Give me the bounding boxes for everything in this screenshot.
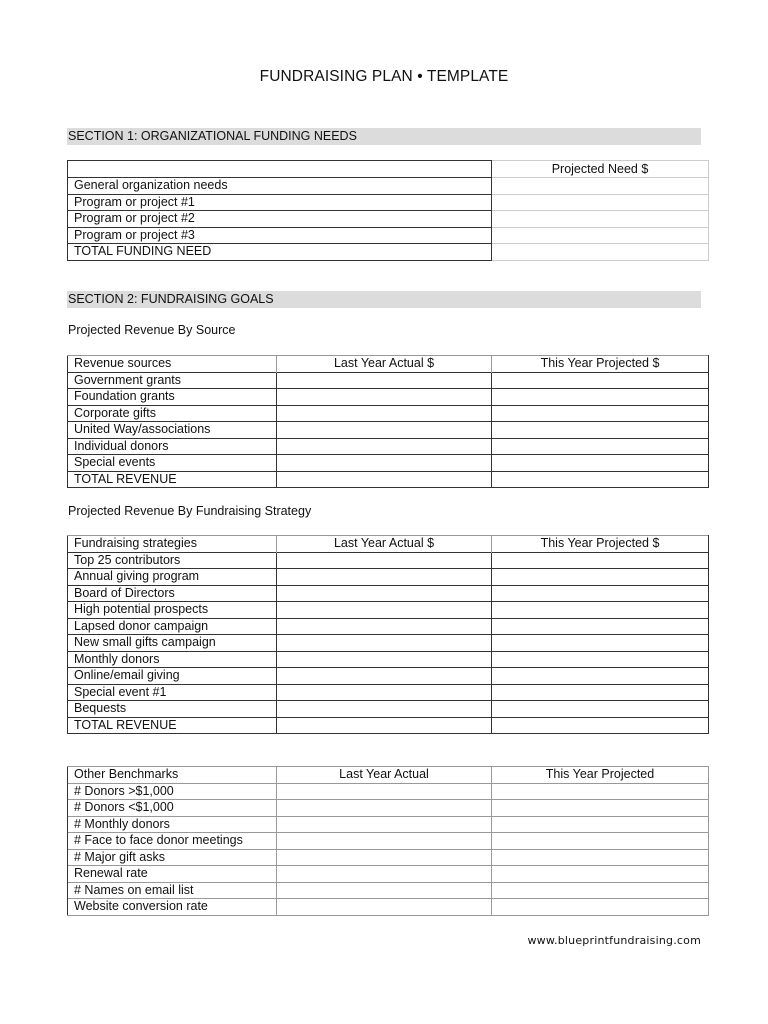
header-projected-need: Projected Need $ xyxy=(492,161,709,178)
funding-needs-table xyxy=(67,160,709,261)
table-row xyxy=(68,227,709,244)
this-year-cell[interactable] xyxy=(492,866,709,883)
last-year-cell[interactable] xyxy=(277,585,492,602)
this-year-cell[interactable] xyxy=(492,833,709,850)
table-row xyxy=(68,849,709,866)
table-header-row xyxy=(68,536,709,553)
table-row xyxy=(68,635,709,652)
this-year-cell[interactable] xyxy=(492,455,709,472)
last-year-cell[interactable] xyxy=(277,833,492,850)
this-year-cell[interactable] xyxy=(492,569,709,586)
row-label: # Face to face donor meetings xyxy=(68,833,277,850)
table-row xyxy=(68,178,709,195)
projected-need-cell[interactable] xyxy=(492,194,709,211)
row-label: Individual donors xyxy=(68,438,277,455)
header-fundraising-strategies: Fundraising strategies xyxy=(68,536,277,553)
table-row xyxy=(68,701,709,718)
table-row xyxy=(68,422,709,439)
row-label: Program or project #3 xyxy=(68,227,492,244)
row-label: Top 25 contributors xyxy=(68,552,277,569)
this-year-cell[interactable] xyxy=(492,816,709,833)
header-this-year: This Year Projected $ xyxy=(492,356,709,373)
projected-need-cell[interactable] xyxy=(492,178,709,195)
row-label: Bequests xyxy=(68,701,277,718)
this-year-cell[interactable] xyxy=(492,849,709,866)
last-year-cell[interactable] xyxy=(277,552,492,569)
table-row xyxy=(68,833,709,850)
row-label: Special event #1 xyxy=(68,684,277,701)
table-row xyxy=(68,552,709,569)
row-label: Special events xyxy=(68,455,277,472)
table-row xyxy=(68,405,709,422)
last-year-cell[interactable] xyxy=(277,569,492,586)
last-year-cell[interactable] xyxy=(277,651,492,668)
this-year-cell[interactable] xyxy=(492,438,709,455)
last-year-cell[interactable] xyxy=(277,866,492,883)
last-year-cell[interactable] xyxy=(277,668,492,685)
this-year-cell[interactable] xyxy=(492,701,709,718)
header-blank-cell xyxy=(68,161,492,178)
row-label: TOTAL FUNDING NEED xyxy=(68,244,492,261)
row-label: # Monthly donors xyxy=(68,816,277,833)
document-title: FUNDRAISING PLAN • TEMPLATE xyxy=(259,68,509,85)
last-year-cell[interactable] xyxy=(277,701,492,718)
this-year-cell[interactable] xyxy=(492,635,709,652)
row-label: Online/email giving xyxy=(68,668,277,685)
row-label: Website conversion rate xyxy=(68,899,277,916)
header-last-year: Last Year Actual xyxy=(277,767,492,784)
row-label: Program or project #2 xyxy=(68,211,492,228)
table-row xyxy=(68,816,709,833)
revenue-by-source-subheading: Projected Revenue By Source xyxy=(68,323,236,337)
other-benchmarks-table xyxy=(67,766,709,916)
this-year-cell[interactable] xyxy=(492,618,709,635)
table-row xyxy=(68,194,709,211)
this-year-cell[interactable] xyxy=(492,585,709,602)
table-header-row xyxy=(68,767,709,784)
last-year-cell[interactable] xyxy=(277,882,492,899)
header-last-year: Last Year Actual $ xyxy=(277,536,492,553)
last-year-cell[interactable] xyxy=(277,816,492,833)
table-row xyxy=(68,882,709,899)
this-year-cell[interactable] xyxy=(492,800,709,817)
table-row xyxy=(68,866,709,883)
row-label: TOTAL REVENUE xyxy=(68,471,277,488)
table-row xyxy=(68,684,709,701)
row-label: Foundation grants xyxy=(68,389,277,406)
table-row xyxy=(68,668,709,685)
last-year-cell[interactable] xyxy=(277,800,492,817)
row-label: TOTAL REVENUE xyxy=(68,717,277,734)
section-1-heading: SECTION 1: ORGANIZATIONAL FUNDING NEEDS xyxy=(67,128,701,145)
revenue-by-strategy-subheading: Projected Revenue By Fundraising Strategy xyxy=(68,504,312,518)
last-year-cell[interactable] xyxy=(277,471,492,488)
row-label: # Major gift asks xyxy=(68,849,277,866)
last-year-cell[interactable] xyxy=(277,422,492,439)
row-label: High potential prospects xyxy=(68,602,277,619)
row-label: Annual giving program xyxy=(68,569,277,586)
row-label: Board of Directors xyxy=(68,585,277,602)
this-year-cell[interactable] xyxy=(492,882,709,899)
row-label: Monthly donors xyxy=(68,651,277,668)
header-other-benchmarks: Other Benchmarks xyxy=(68,767,277,784)
table-row xyxy=(68,211,709,228)
projected-need-cell[interactable] xyxy=(492,244,709,261)
section-2-heading: SECTION 2: FUNDRAISING GOALS xyxy=(67,291,701,308)
table-header-row xyxy=(68,161,709,178)
table-row xyxy=(68,372,709,389)
header-revenue-sources: Revenue sources xyxy=(68,356,277,373)
row-label: Renewal rate xyxy=(68,866,277,883)
projected-need-cell[interactable] xyxy=(492,211,709,228)
last-year-cell[interactable] xyxy=(277,618,492,635)
this-year-cell[interactable] xyxy=(492,668,709,685)
table-row xyxy=(68,899,709,916)
table-row xyxy=(68,585,709,602)
table-row xyxy=(68,717,709,734)
row-label: # Donors <$1,000 xyxy=(68,800,277,817)
table-row xyxy=(68,471,709,488)
this-year-cell[interactable] xyxy=(492,389,709,406)
this-year-cell[interactable] xyxy=(492,899,709,916)
table-row xyxy=(68,783,709,800)
row-label: Government grants xyxy=(68,372,277,389)
this-year-cell[interactable] xyxy=(492,552,709,569)
last-year-cell[interactable] xyxy=(277,455,492,472)
this-year-cell[interactable] xyxy=(492,684,709,701)
header-this-year: This Year Projected $ xyxy=(492,536,709,553)
last-year-cell[interactable] xyxy=(277,389,492,406)
row-label: Corporate gifts xyxy=(68,405,277,422)
revenue-by-source-table xyxy=(67,355,709,488)
row-label: # Donors >$1,000 xyxy=(68,783,277,800)
this-year-cell[interactable] xyxy=(492,783,709,800)
last-year-cell[interactable] xyxy=(277,602,492,619)
table-row xyxy=(68,618,709,635)
last-year-cell[interactable] xyxy=(277,899,492,916)
last-year-cell[interactable] xyxy=(277,849,492,866)
table-row xyxy=(68,244,709,261)
table-row xyxy=(68,569,709,586)
table-row xyxy=(68,651,709,668)
footer-website-url: www.blueprintfundraising.com xyxy=(527,934,701,947)
last-year-cell[interactable] xyxy=(277,783,492,800)
table-header-row xyxy=(68,356,709,373)
last-year-cell[interactable] xyxy=(277,717,492,734)
last-year-cell[interactable] xyxy=(277,405,492,422)
this-year-cell[interactable] xyxy=(492,405,709,422)
table-row xyxy=(68,602,709,619)
table-row xyxy=(68,438,709,455)
row-label: New small gifts campaign xyxy=(68,635,277,652)
table-row xyxy=(68,455,709,472)
header-this-year: This Year Projected xyxy=(492,767,709,784)
this-year-cell[interactable] xyxy=(492,372,709,389)
this-year-cell[interactable] xyxy=(492,602,709,619)
row-label: Lapsed donor campaign xyxy=(68,618,277,635)
table-row xyxy=(68,389,709,406)
last-year-cell[interactable] xyxy=(277,438,492,455)
this-year-cell[interactable] xyxy=(492,471,709,488)
last-year-cell[interactable] xyxy=(277,684,492,701)
row-label: Program or project #1 xyxy=(68,194,492,211)
row-label: General organization needs xyxy=(68,178,492,195)
row-label: United Way/associations xyxy=(68,422,277,439)
this-year-cell[interactable] xyxy=(492,422,709,439)
projected-need-cell[interactable] xyxy=(492,227,709,244)
row-label: # Names on email list xyxy=(68,882,277,899)
table-row xyxy=(68,800,709,817)
header-last-year: Last Year Actual $ xyxy=(277,356,492,373)
this-year-cell[interactable] xyxy=(492,651,709,668)
last-year-cell[interactable] xyxy=(277,635,492,652)
revenue-by-strategy-table xyxy=(67,535,709,734)
last-year-cell[interactable] xyxy=(277,372,492,389)
this-year-cell[interactable] xyxy=(492,717,709,734)
